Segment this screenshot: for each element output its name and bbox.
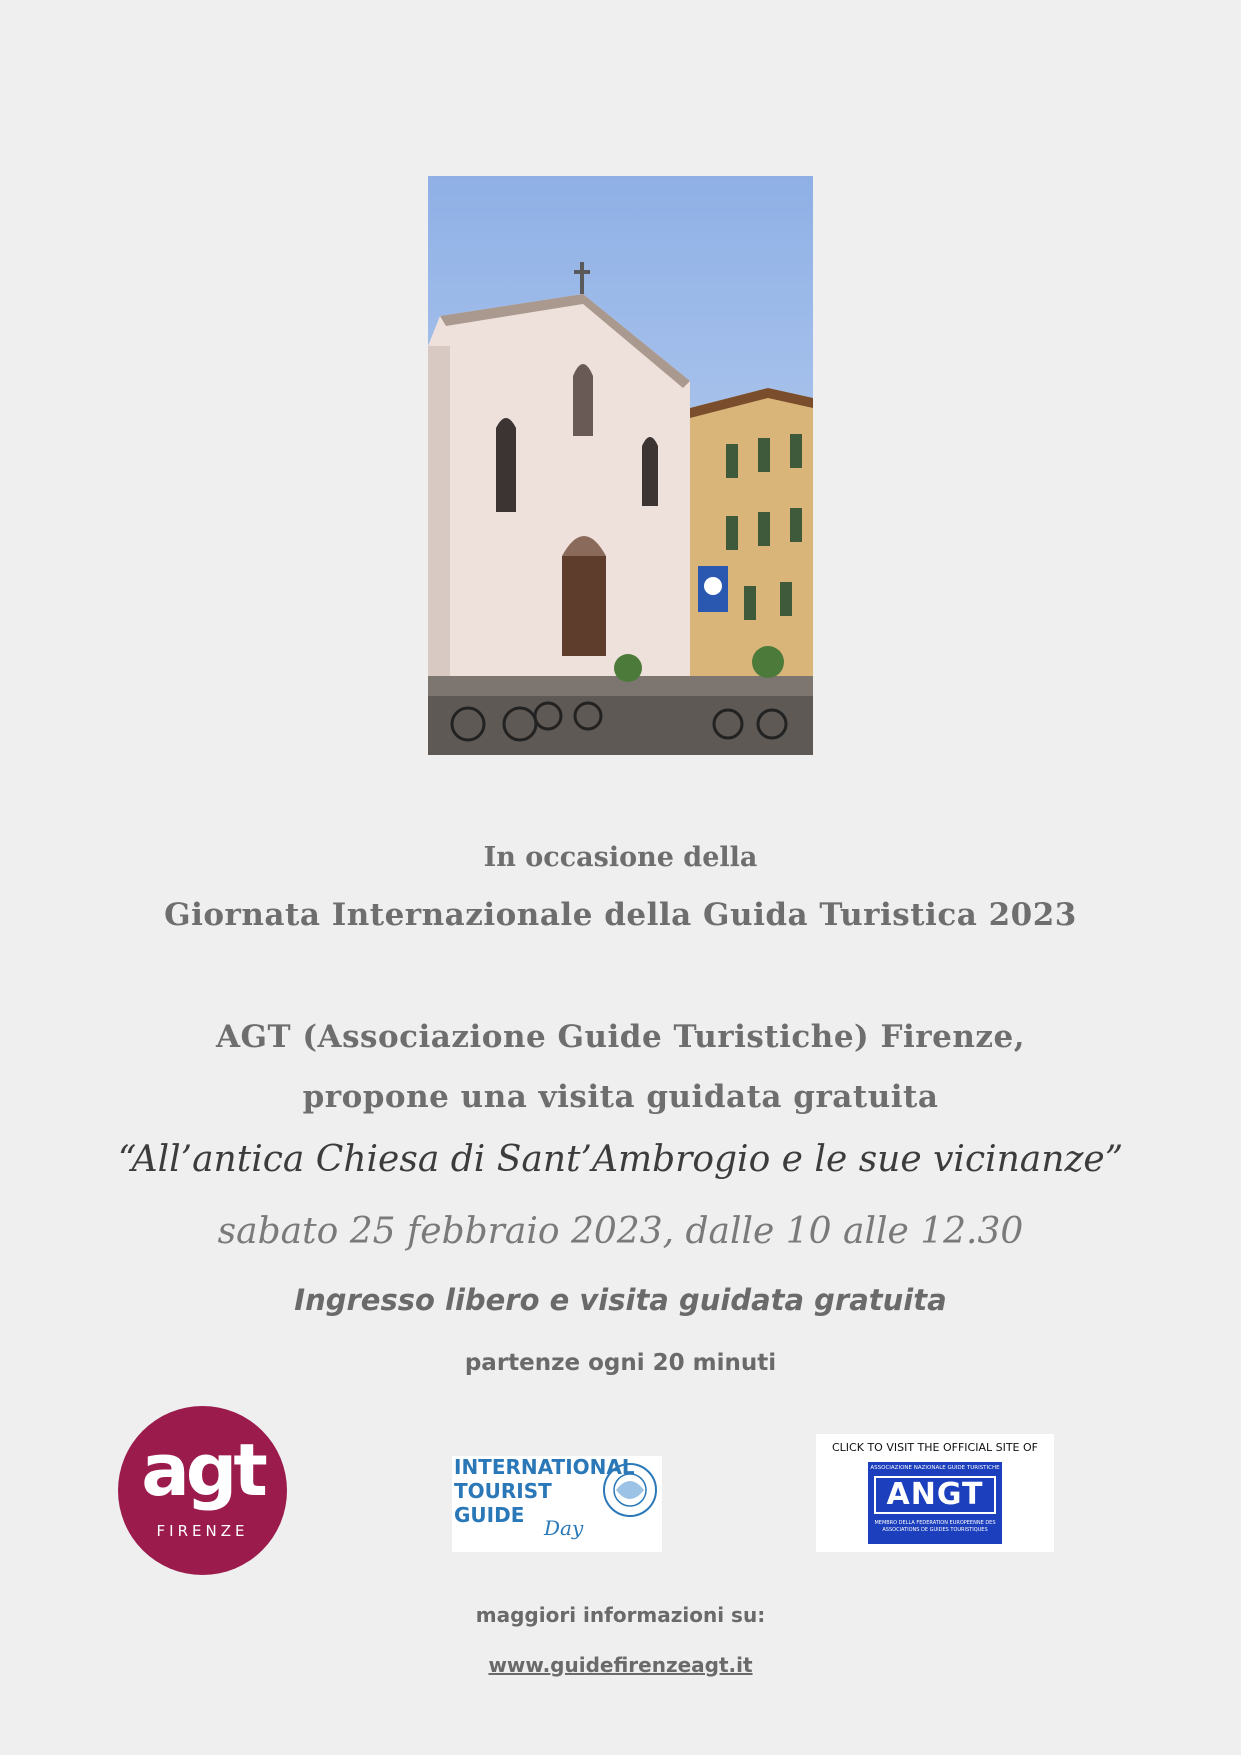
angt-mark: ANGT: [874, 1476, 996, 1514]
angt-footer: MEMBRO DELLA FEDERATION EUROPEENNE DES ASSOCIATIONS DE GUIDES TOURISTIQUES: [874, 1520, 996, 1533]
event-name: Giornata Internazionale della Guida Turistica 2023: [164, 897, 1077, 933]
intro-line: In occasione della: [483, 842, 758, 873]
agt-logo-sub: FIRENZE: [156, 1522, 249, 1540]
itgd-line2: TOURIST: [454, 1479, 552, 1503]
agt-logo-main: agt: [141, 1428, 264, 1512]
entrance-note: Ingresso libero e visita guidata gratuita: [294, 1283, 947, 1317]
website-link[interactable]: www.guidefirenzeagt.it: [488, 1653, 753, 1677]
angt-official-site-link[interactable]: [816, 1434, 1054, 1552]
organizer-line: AGT (Associazione Guide Turistiche) Firenze,: [215, 1019, 1026, 1055]
tourist-guide-day-logo: [452, 1456, 662, 1552]
globe-icon: [602, 1462, 658, 1518]
angt-header: ASSOCIAZIONE NAZIONALE GUIDE TURISTICHE: [870, 1465, 1000, 1471]
church-photo: [428, 176, 813, 755]
date-time: sabato 25 febbraio 2023, dalle 10 alle 12.30: [217, 1211, 1024, 1252]
angt-logo: [868, 1462, 1002, 1544]
angt-caption: CLICK TO VISIT THE OFFICIAL SITE OF: [832, 1441, 1038, 1454]
proposal-line: propone una visita guidata gratuita: [302, 1079, 939, 1115]
itgd-line1: INTERNATIONAL: [454, 1455, 635, 1479]
info-label: maggiori informazioni su:: [475, 1603, 766, 1627]
visit-title: “All’antica Chiesa di Sant’Ambrogio e le sue vicinanze”: [117, 1139, 1124, 1180]
itgd-line3: GUIDE: [454, 1503, 525, 1527]
agt-firenze-logo: [118, 1406, 287, 1575]
itgd-script: Day: [544, 1516, 584, 1540]
departures-note: partenze ogni 20 minuti: [464, 1350, 777, 1376]
